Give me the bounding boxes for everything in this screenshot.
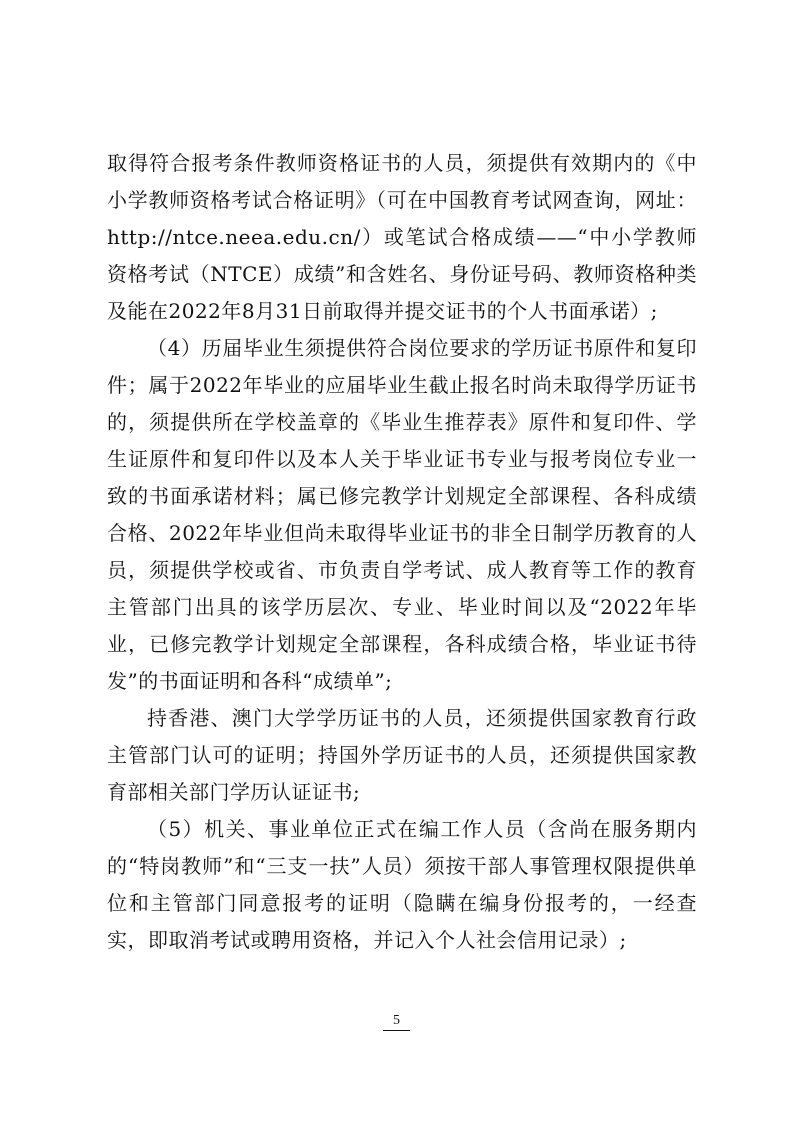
page-number: 5 bbox=[383, 1012, 410, 1031]
paragraph-3: 持香港、澳门大学学历证书的人员，还须提供国家教育行政主管部门认可的证明；持国外学历证书的人员，还须提供国家教育部相关部门学历认证证书; bbox=[107, 706, 697, 804]
paragraph-2: （4）历届毕业生须提供符合岗位要求的学历证书原件和复印件；属于2022年毕业的应届毕业生截止报名时尚未取得学历证书的，须提供所在学校盖章的《毕业生推荐表》原件和复印件、学生证原件和复印件以及本人关于毕业证书专业与报考岗位专业一致的书面承诺材料；属已修完教学计划规定全部课程、各科成绩合格、2022年毕业但尚未取得毕业证书的非全日制学历教育的人员，须提供学校或省、市负责自学考试、成人教育等工作的教育主管部门出具的该学历层次、专业、毕业时间以及“2022年毕业，已修完教学计划规定全部课程，各科成绩合格，毕业证书待发”的书面证明和各科“成绩单”; bbox=[107, 336, 697, 693]
paragraph-4: （5）机关、事业单位正式在编工作人员（含尚在服务期内的“特岗教师”和“三支一扶”人员）须按干部人事管理权限提供单位和主管部门同意报考的证明（隐瞒在编身份报考的，一经查实，即取消考试或聘用资格，并记入个人社会信用记录）; bbox=[107, 817, 697, 952]
paragraph-1: 取得符合报考条件教师资格证书的人员，须提供有效期内的《中小学教师资格考试合格证明》（可在中国教育考试网查询，网址：http://ntce.neea.edu.cn/）或笔试合格成绩——“中小学教师资格考试（NTCE）成绩”和含姓名、身份证号码、教师资格种类及能在2022年8月31日前取得并提交证书的个人书面承诺）; bbox=[107, 151, 697, 323]
document-body bbox=[107, 145, 697, 959]
page-footer bbox=[0, 1012, 793, 1031]
